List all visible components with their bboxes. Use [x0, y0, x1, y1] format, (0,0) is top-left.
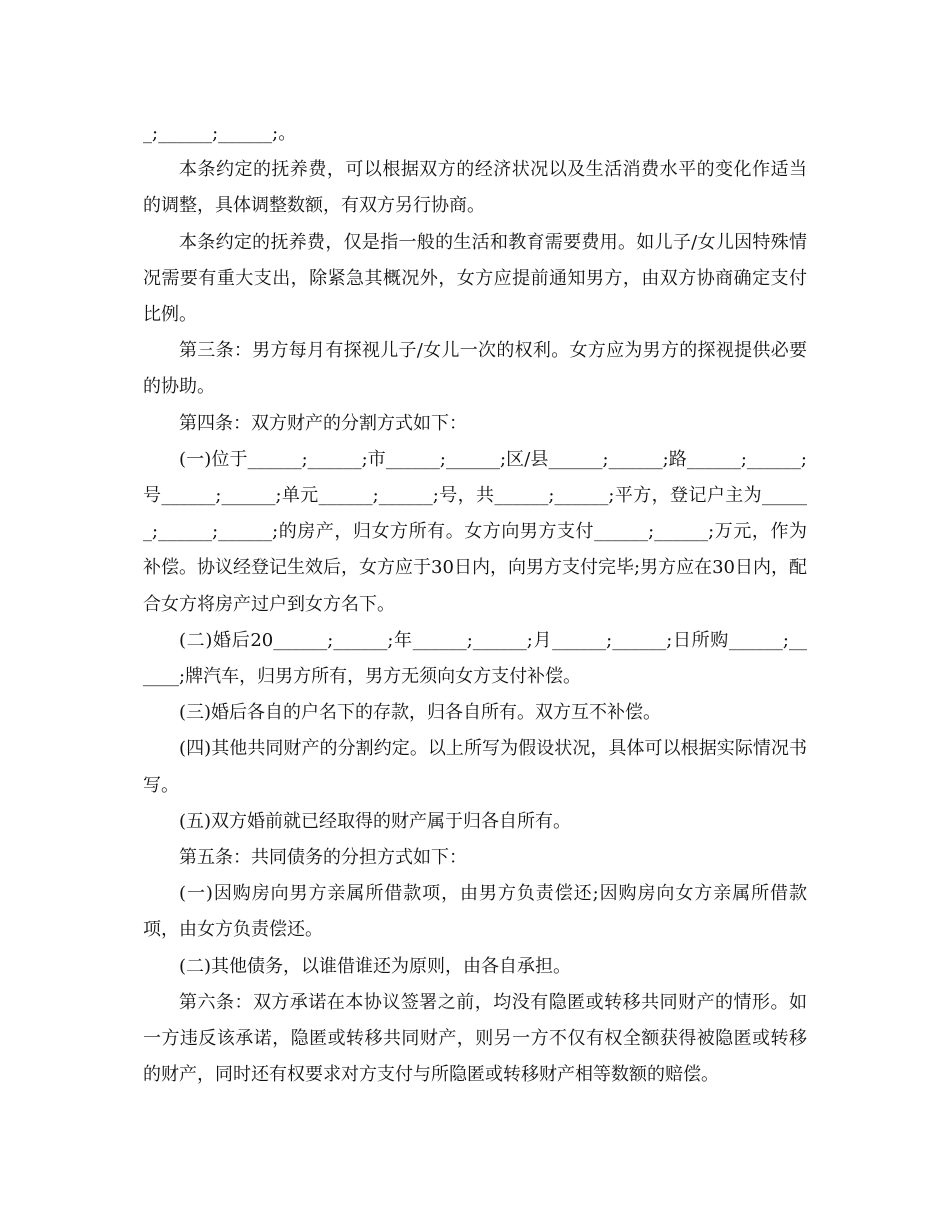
document-body	[143, 116, 807, 1093]
article-4-item-3-deposits: (三)婚后各自的户名下的存款，归各自所有。双方互不补偿。	[179, 702, 662, 724]
article-3-visitation: 第三条：男方每月有探视儿子/女儿一次的权利。女方应为男方的探视提供必要的协助。	[143, 340, 807, 398]
article-4-item-1-house: (一)位于______;______;市______;______;区/县______;______;路______;______;号______;______;单元______;______;号，共______;______;平方，登记户主为______;______;______;的房产，归女方所有。女方向男方支付______;______;万元，作为补偿。协议经登记生效后，女方应于30日内，向男方支付完毕;男方应在30日内，配合女方将房产过户到女方名下。	[143, 448, 807, 615]
article-4-heading: 第四条：双方财产的分割方式如下：	[179, 412, 467, 434]
article-5-heading: 第五条：共同债务的分担方式如下：	[179, 847, 467, 869]
article-4-item-5-premarital: (五)双方婚前就已经取得的财产属于归各自所有。	[179, 810, 572, 832]
article-4-item-2-car: (二)婚后20______;______;年______;______;月______;______;日所购______;______;牌汽车，归男方所有，男方无须向女方支付补偿。	[143, 629, 807, 688]
paragraph-support-scope: 本条约定的抚养费，仅是指一般的生活和教育需要费用。如儿子/女儿因特殊情况需要有重大支出，除紧急其概况外，女方应提前通知男方，由双方协商确定支付比例。	[143, 231, 807, 326]
article-4-item-4-other: (四)其他共同财产的分割约定。以上所写为假设状况，具体可以根据实际情况书写。	[143, 738, 807, 796]
paragraph-support-adjustment: 本条约定的抚养费，可以根据双方的经济状况以及生活消费水平的变化作适当的调整，具体调整数额，有双方另行协商。	[143, 159, 807, 217]
article-6-commitment: 第六条：双方承诺在本协议签署之前，均没有隐匿或转移共同财产的情形。如一方违反该承诺，隐匿或转移共同财产，则另一方不仅有权全额获得被隐匿或转移的财产，同时还有权要求对方支付与所隐匿或转移财产相等数额的赔偿。	[143, 991, 807, 1086]
article-5-item-2-other-debts: (二)其他债务，以谁借谁还为原则，由各自承担。	[179, 955, 572, 977]
paragraph-fill-blanks: _;______;______;。	[143, 123, 297, 144]
article-5-item-1-loans: (一)因购房向男方亲属所借款项，由男方负责偿还;因购房向女方亲属所借款项，由女方负责偿还。	[143, 883, 807, 941]
